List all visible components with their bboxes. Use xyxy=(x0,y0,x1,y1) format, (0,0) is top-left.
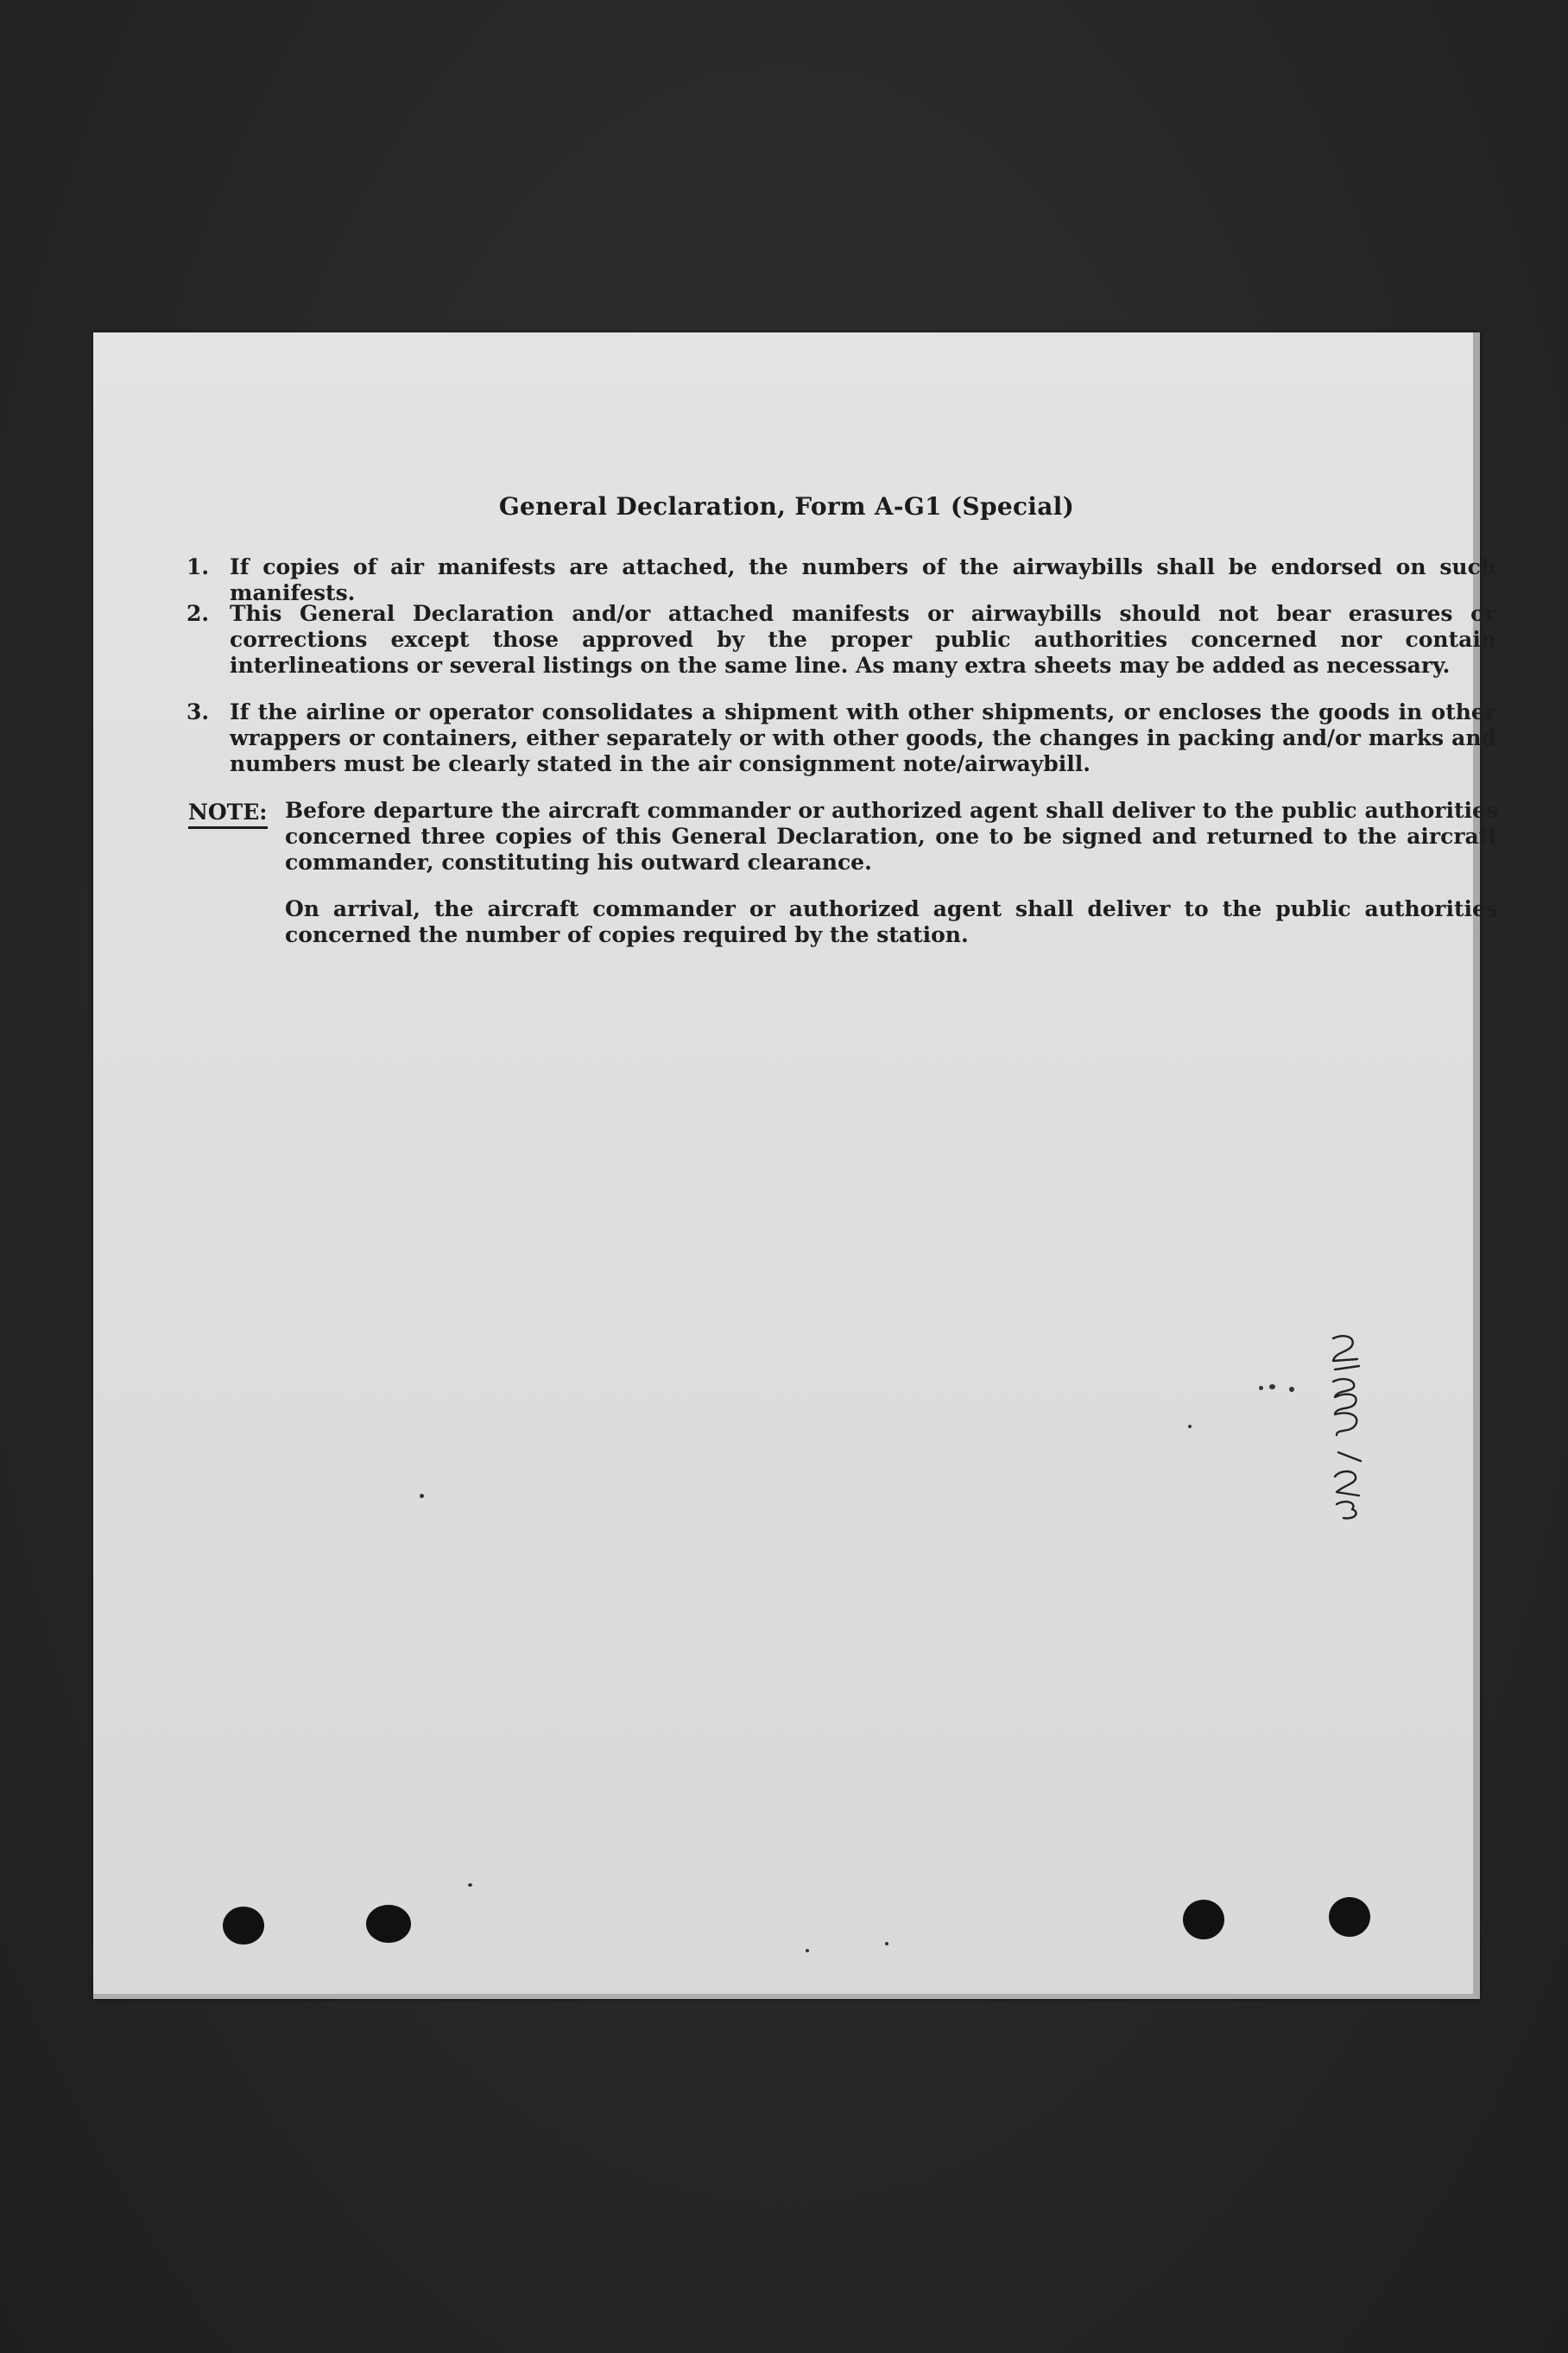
ink-speck xyxy=(468,1883,472,1887)
handwritten-date-annotation xyxy=(1283,1331,1413,1521)
item-number: 3. xyxy=(187,699,210,724)
item-text: If the airline or operator consolidates a shipment with other shipments, or encloses the goods in other wrappers or containers, either separately or with other goods, the changes in packing and/or marks and numbers must be clearly stated in the air consignment note/airwaybill. xyxy=(230,699,1496,776)
document-title: General Declaration, Form A-G1 (Special) xyxy=(498,492,1075,521)
note-paragraph-departure: Before departure the aircraft commander or authorized agent shall deliver to the public authorities concerned three copies of this General Declaration, one to be signed and returned to the aircraft commander, constituting his outward clearance. xyxy=(285,798,1498,875)
ink-speck xyxy=(1269,1384,1275,1389)
item-number: 2. xyxy=(187,601,210,626)
ink-speck xyxy=(420,1494,424,1498)
punch-hole xyxy=(1329,1897,1370,1937)
ink-speck xyxy=(1259,1386,1263,1390)
punch-hole xyxy=(1183,1900,1224,1939)
item-text: If copies of air manifests are attached, the numbers of the airwaybills shall be endorsed on such manifests. xyxy=(230,554,1496,605)
ink-speck xyxy=(806,1949,809,1952)
punch-hole xyxy=(223,1907,264,1945)
ink-speck xyxy=(1289,1387,1294,1392)
document-page xyxy=(93,332,1498,1999)
note-label: NOTE: xyxy=(188,800,268,829)
item-text: This General Declaration and/or attached manifests or airwaybills should not bear erasures or corrections except those approved by the proper public authorities concerned nor contain interlineations or several listings on the same line. As many extra sheets may be added as necessary. xyxy=(230,601,1496,678)
note-paragraph-arrival: On arrival, the aircraft commander or authorized agent shall deliver to the public authorities concerned the number of copies required by the station. xyxy=(285,896,1498,947)
item-number: 1. xyxy=(187,554,210,579)
punch-hole xyxy=(366,1905,411,1943)
ink-speck xyxy=(885,1942,888,1945)
ink-speck xyxy=(1188,1425,1192,1428)
